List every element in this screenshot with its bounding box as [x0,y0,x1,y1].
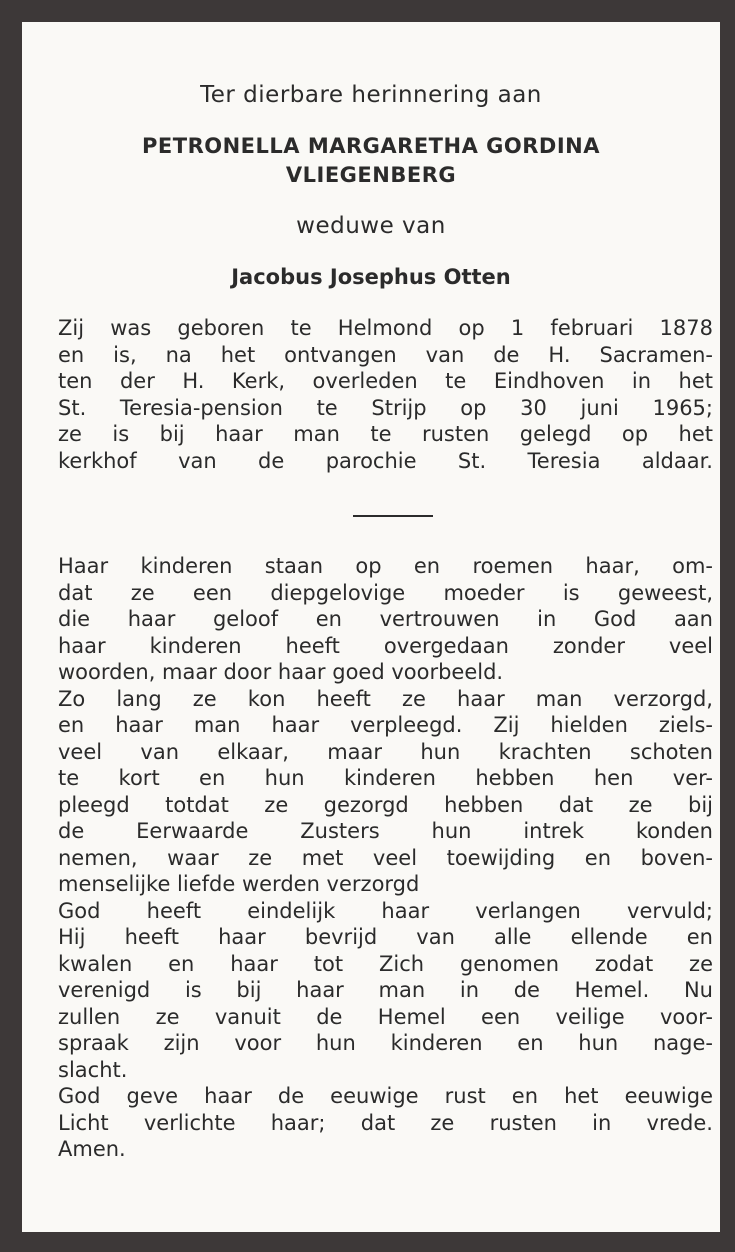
bio-paragraph [58,315,713,474]
tribute-line: Hij heeft haar bevrijd van alle ellende en [58,925,713,949]
tribute-line: die haar geloof en vertrouwen in God aan [58,607,713,631]
tribute-line: spraak zijn voor hun kinderen en hun nage- [58,1031,713,1055]
tribute-line: menselijke liefde werden verzorgd [58,872,420,896]
bio-line: kerkhof van de parochie St. Teresia aldaar. [58,448,713,473]
tribute-line: God heeft eindelijk haar verlangen vervuld; [58,898,713,923]
tribute-line: Licht verlichte haar; dat ze rusten in vrede. [58,1110,713,1135]
deceased-name-line2: VLIEGENBERG [285,163,457,187]
tribute-paragraph [58,553,713,1163]
tribute-line: kwalen en haar tot Zich genomen zodat ze [58,951,713,976]
bio-line: ten der H. Kerk, overleden te Eindhoven in het [58,369,713,393]
deceased-name-line1: PETRONELLA MARGARETHA GORDINA [142,134,600,158]
tribute-line: Zo lang ze kon heeft ze haar man verzorgd, [58,686,713,711]
tribute-line: verenigd is bij haar man in de Hemel. Nu [58,978,713,1002]
widow-of-text: weduwe van [296,213,446,239]
bio-line: ze is bij haar man te rusten gelegd op het [58,422,713,446]
tribute-line: de Eerwaarde Zusters hun intrek konden [58,819,713,843]
tribute-line: pleegd totdat ze gezorgd hebben dat ze bij [58,792,713,817]
tribute-line: Amen. [58,1137,126,1161]
tribute-line: zullen ze vanuit de Hemel een veilige voor- [58,1004,713,1029]
tribute-line: God geve haar de eeuwige rust en het eeuwige [58,1084,713,1108]
tribute-line: haar kinderen heeft overgedaan zonder veel [58,633,713,658]
tribute-line: nemen, waar ze met veel toewijding en boven- [58,845,713,870]
card-paper [22,22,720,1232]
tribute-line: te kort en hun kinderen hebben hen ver- [58,766,713,790]
tribute-line: veel van elkaar, maar hun krachten schoten [58,739,713,764]
tribute-line: en haar man haar verpleegd. Zij hielden ziels- [58,713,713,737]
spouse-name: Jacobus Josephus Otten [231,265,511,289]
divider-line [353,515,433,517]
tribute-line: Haar kinderen staan op en roemen haar, om- [58,554,713,578]
tribute-line: slacht. [58,1057,128,1082]
bio-line: Zij was geboren te Helmond op 1 februari 1878 [58,316,713,340]
bio-line: St. Teresia-pension te Strijp op 30 juni 1965; [58,395,713,420]
tribute-line: woorden, maar door haar goed voorbeeld. [58,660,504,684]
bio-line: en is, na het ontvangen van de H. Sacramen- [58,342,713,367]
tribute-line: dat ze een diepgelovige moeder is geweest, [58,580,713,605]
intro-text: Ter dierbare herinnering aan [200,82,542,108]
